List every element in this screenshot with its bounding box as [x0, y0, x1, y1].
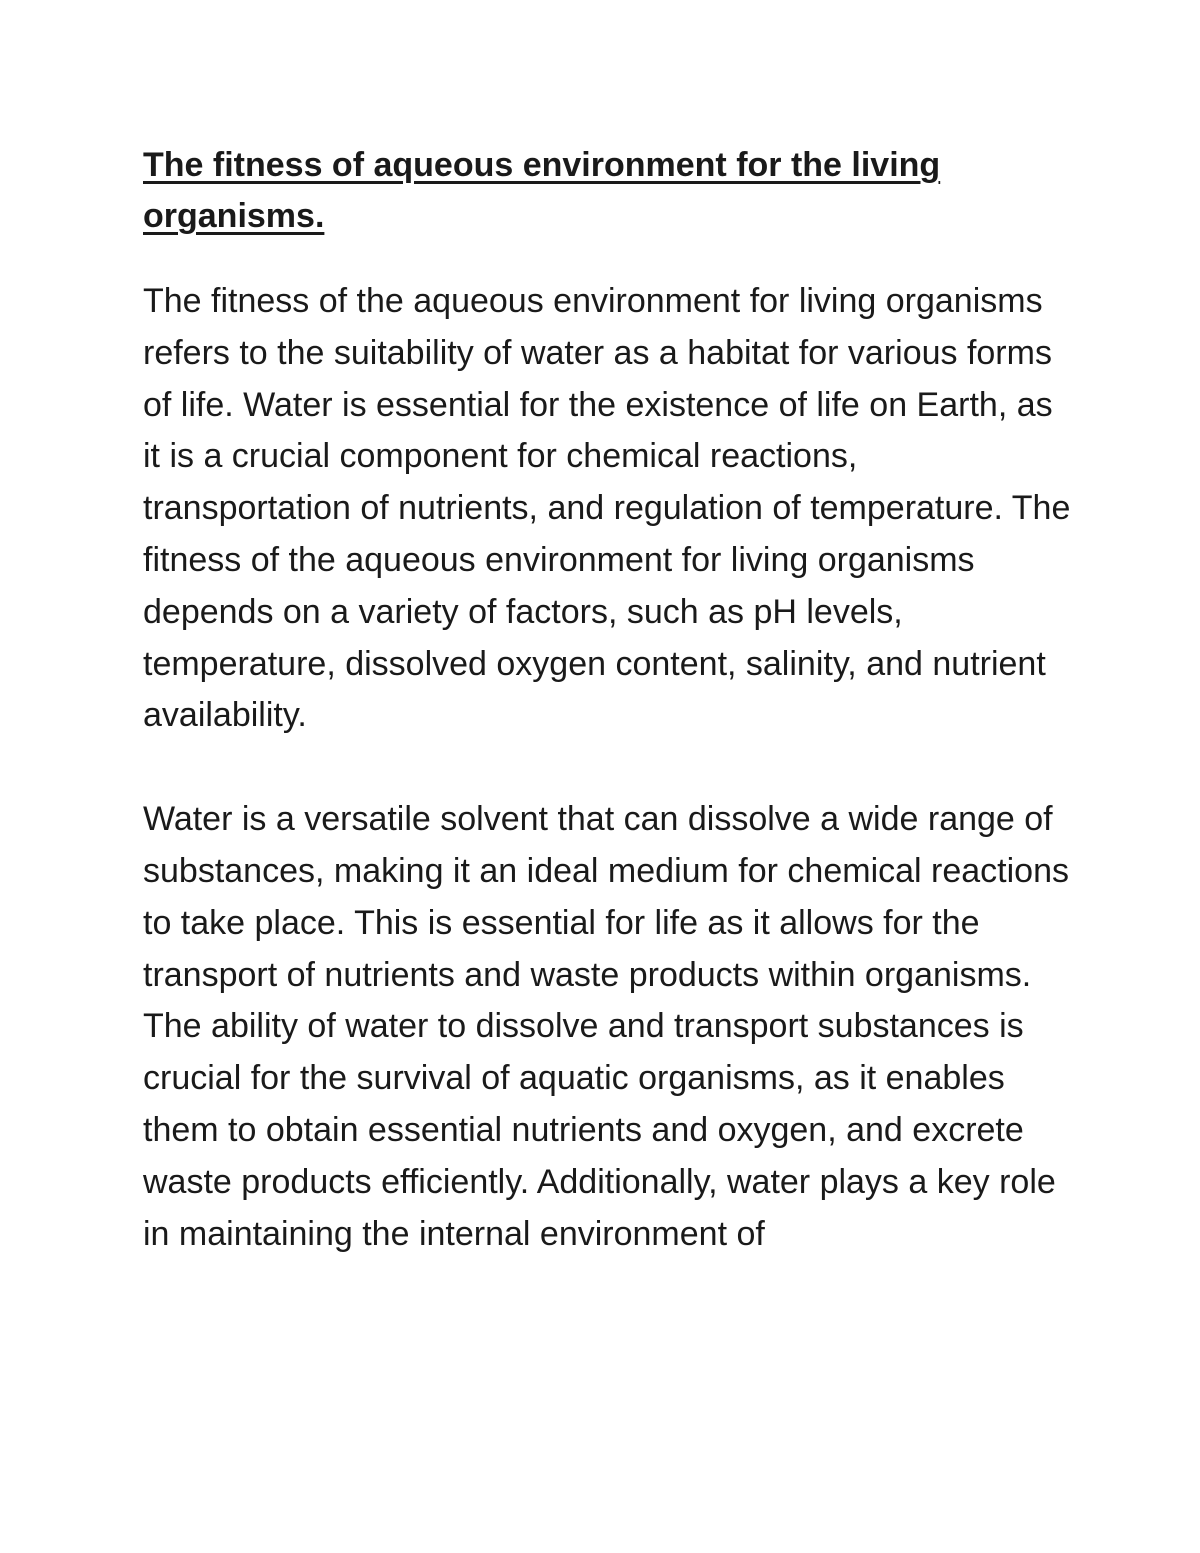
paragraph: The fitness of the aqueous environment for living organisms refers to the suitability of water as a habitat for various forms of life. Water is essential for the existence of life on Earth, as it is a crucial component for chemical reactions, transportation of nutrients, and regulation of temperature. The fitness of the aqueous environment for living organisms depends on a variety of factors, such as pH levels, temperature, dissolved oxygen content, salinity, and nutrient availability. — [143, 282, 1071, 735]
paragraph: Water is a versatile solvent that can dissolve a wide range of substances, making it an ideal medium for chemical reactions to take place. This is essential for life as it allows for the transport of nutrients and waste products within organisms. The ability of water to dissolve and transport substances is crucial for the survival of aquatic organisms, as it enables them to obtain essential nutrients and oxygen, and excrete waste products efficiently. Additionally, water plays a key role in maintaining the internal environment of — [143, 800, 1069, 1253]
document-content — [143, 140, 1073, 1260]
document-title: The fitness of aqueous environment for the living organisms. — [143, 146, 941, 235]
